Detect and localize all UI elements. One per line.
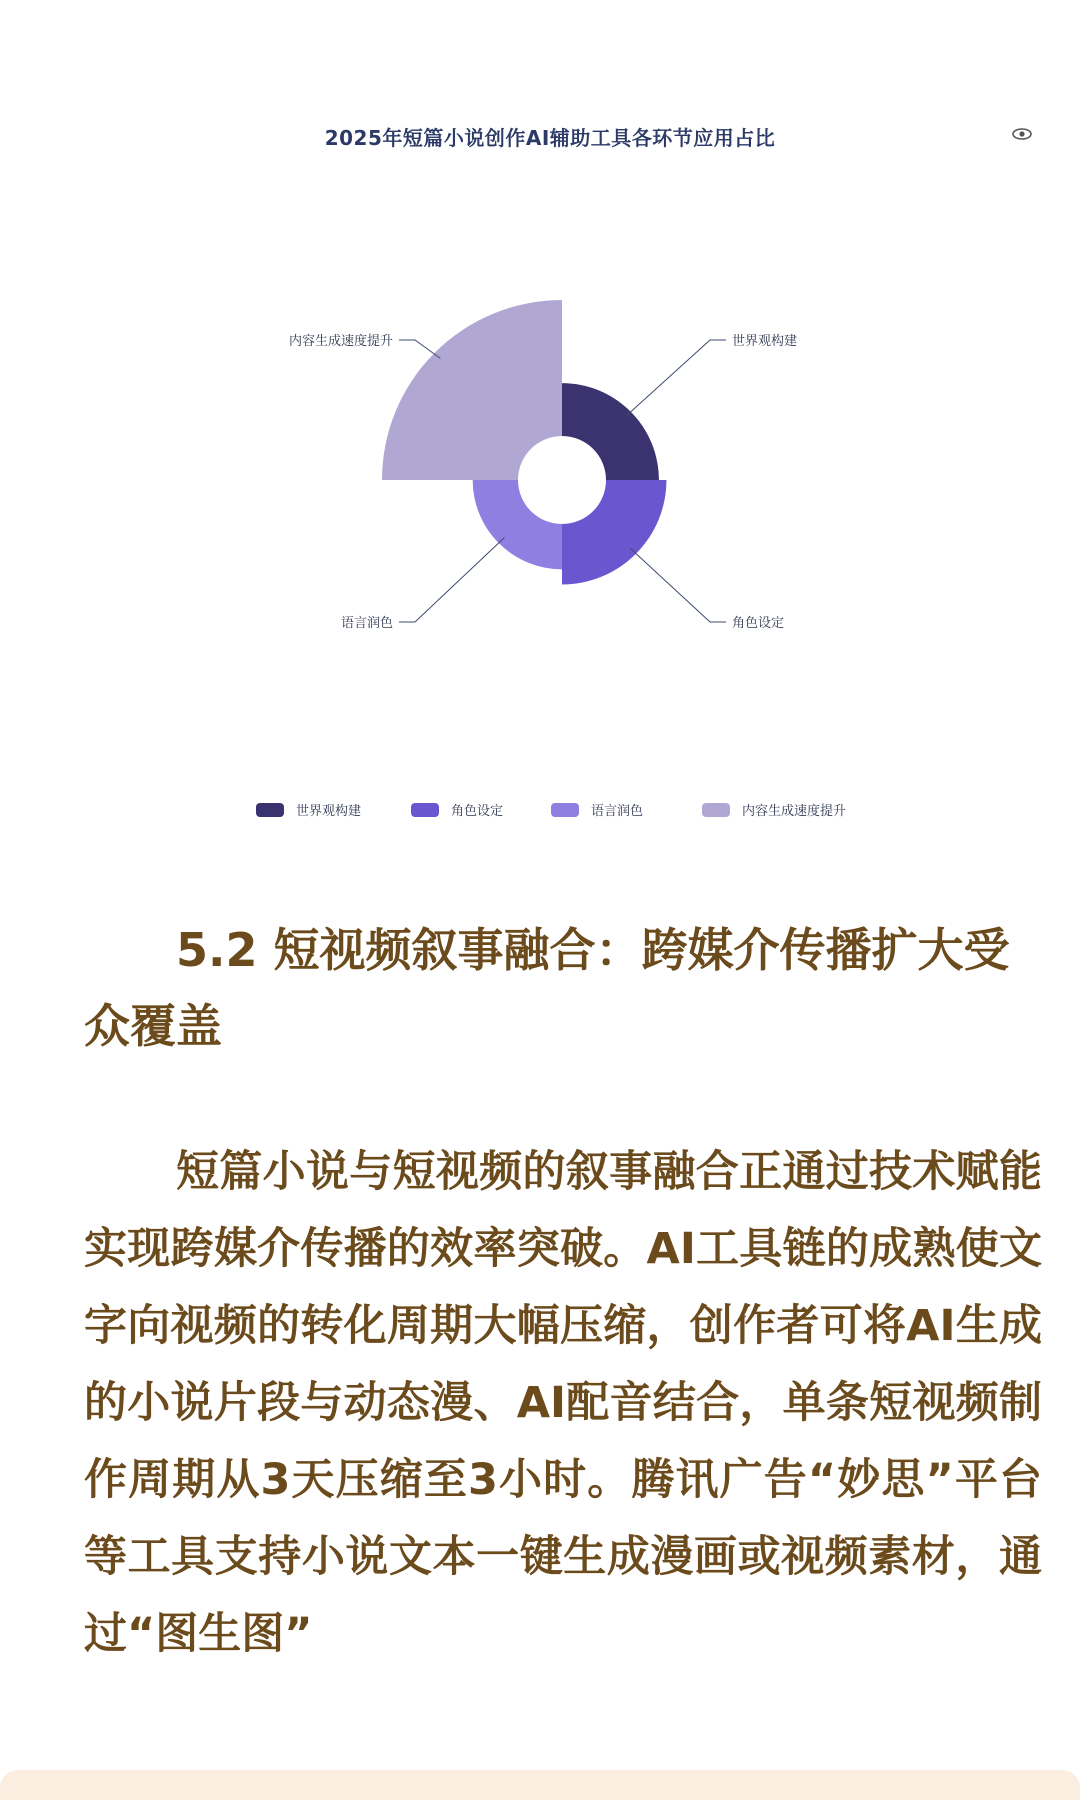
body-paragraph: 短篇小说与短视频的叙事融合正通过技术赋能实现跨媒介传播的效率突破。AI工具链的成熟使文字向视频的转化周期大幅压缩，创作者可将AI生成的小说片段与动态漫、AI配音结合，单条短视频制作周期从3天压缩至3小时。腾讯广告“妙思”平台等工具支持小说文本一键生成漫画或视频素材，通过“图生图” [84,1147,1042,1659]
leader-line-character [630,548,726,622]
chart-title: 2025年短篇小说创作AI辅助工具各环节应用占比 [324,126,776,150]
rose-slice-character[interactable] [562,480,666,584]
legend-label-character[interactable]: 角色设定 [451,804,504,819]
bottom-strip [0,1770,1080,1800]
slice-label-speed: 内容生成速度提升 [288,334,393,349]
legend-label-worldview[interactable]: 世界观构建 [296,804,362,819]
rose-slice-worldview[interactable] [562,383,659,480]
legend-label-speed[interactable]: 内容生成速度提升 [742,804,847,819]
rose-chart [60,70,1040,870]
rose-slice-language[interactable] [473,480,562,569]
rose-slice-speed[interactable] [382,300,562,480]
slice-label-worldview: 世界观构建 [732,334,798,349]
chart-card [60,70,1040,870]
leader-line-worldview [625,340,726,417]
leader-line-language [399,538,504,622]
legend-swatch-worldview[interactable] [256,803,284,817]
legend-label-language[interactable]: 语言润色 [591,804,644,819]
section-heading: 5.2 短视频叙事融合：跨媒介传播扩大受众覆盖 [84,923,1010,1053]
legend-swatch-language[interactable] [551,803,579,817]
eye-icon[interactable] [1010,122,1034,146]
legend-swatch-character[interactable] [411,803,439,817]
slice-label-character: 角色设定 [732,616,785,631]
legend-swatch-speed[interactable] [702,803,730,817]
slice-label-language: 语言润色 [340,616,393,631]
